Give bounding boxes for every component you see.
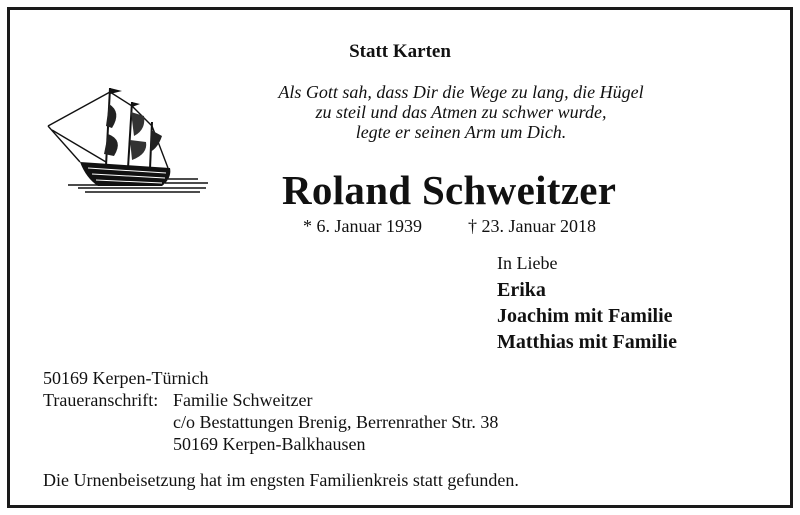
birth-date: * 6. Januar 1939 <box>303 216 422 236</box>
address-line: c/o Bestattungen Brenig, Berrenrather Str. 38 <box>173 412 499 432</box>
verse-line: zu steil und das Atmen zu schwer wurde, <box>315 102 607 122</box>
burial-notice: Die Urnenbeisetzung hat im engsten Familienkreis statt gefunden. <box>43 470 519 490</box>
sailing-ship-icon <box>40 82 208 200</box>
verse-line: Als Gott sah, dass Dir die Wege zu lang, die Hügel <box>278 82 644 102</box>
mourners-intro: In Liebe <box>497 253 558 273</box>
mourner-name: Erika <box>497 279 546 301</box>
mourner-name: Matthias mit Familie <box>497 331 677 353</box>
verse <box>255 82 667 142</box>
mourner-name: Joachim mit Familie <box>497 305 673 327</box>
obituary-card <box>7 7 793 508</box>
address-line: 50169 Kerpen-Balkhausen <box>173 434 366 454</box>
death-date: † 23. Januar 2018 <box>468 216 596 236</box>
address-label: Traueranschrift: <box>43 390 159 410</box>
address-line: Familie Schweitzer <box>173 390 313 410</box>
header-title: Statt Karten <box>349 41 451 62</box>
deceased-name: Roland Schweitzer <box>282 167 617 213</box>
verse-line: legte er seinen Arm um Dich. <box>355 122 567 142</box>
location: 50169 Kerpen-Türnich <box>43 368 209 388</box>
